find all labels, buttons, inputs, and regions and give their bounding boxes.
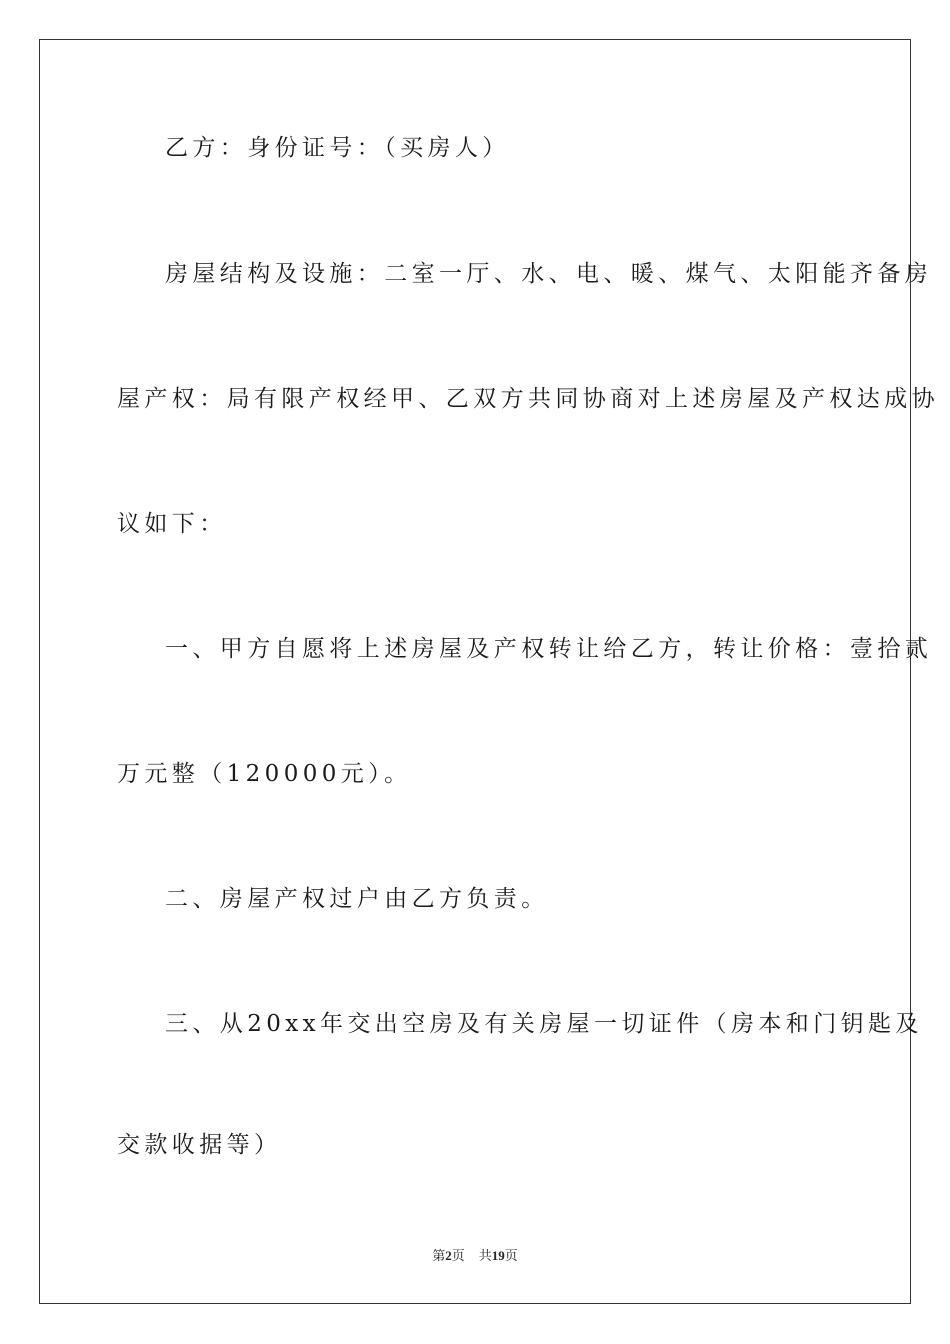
footer-page-suffix: 页 bbox=[451, 1248, 465, 1263]
page-footer bbox=[0, 1247, 950, 1265]
footer-total-suffix: 页 bbox=[504, 1248, 518, 1263]
clause-3-line-2: 交款收据等） bbox=[117, 1132, 282, 1158]
footer-total-prefix: 共 bbox=[478, 1248, 492, 1263]
page-border bbox=[39, 39, 939, 1304]
party-b-line: 乙方：身份证号：（买房人） bbox=[165, 135, 510, 161]
paragraph-structure-line-2: 屋产权：局有限产权经甲、乙双方共同协商对上述房屋及产权达成协 bbox=[117, 386, 939, 412]
paragraph-structure-line-1: 房屋结构及设施：二室一厅、水、电、暖、煤气、太阳能齐备房 bbox=[165, 261, 933, 287]
clause-2-line: 二、房屋产权过户由乙方负责。 bbox=[165, 886, 549, 912]
footer-page-number: 2 bbox=[445, 1248, 452, 1263]
footer-page-prefix: 第 bbox=[432, 1248, 446, 1263]
paragraph-structure-line-3: 议如下： bbox=[117, 511, 227, 537]
clause-1-line-1: 一、甲方自愿将上述房屋及产权转让给乙方，转让价格：壹拾贰 bbox=[165, 636, 933, 662]
clause-3-line-1: 三、从20xx年交出空房及有关房屋一切证件（房本和门钥匙及 bbox=[165, 1011, 923, 1037]
clause-1-line-2: 万元整（120000元）。 bbox=[117, 761, 412, 787]
footer-total-pages: 19 bbox=[491, 1248, 505, 1263]
